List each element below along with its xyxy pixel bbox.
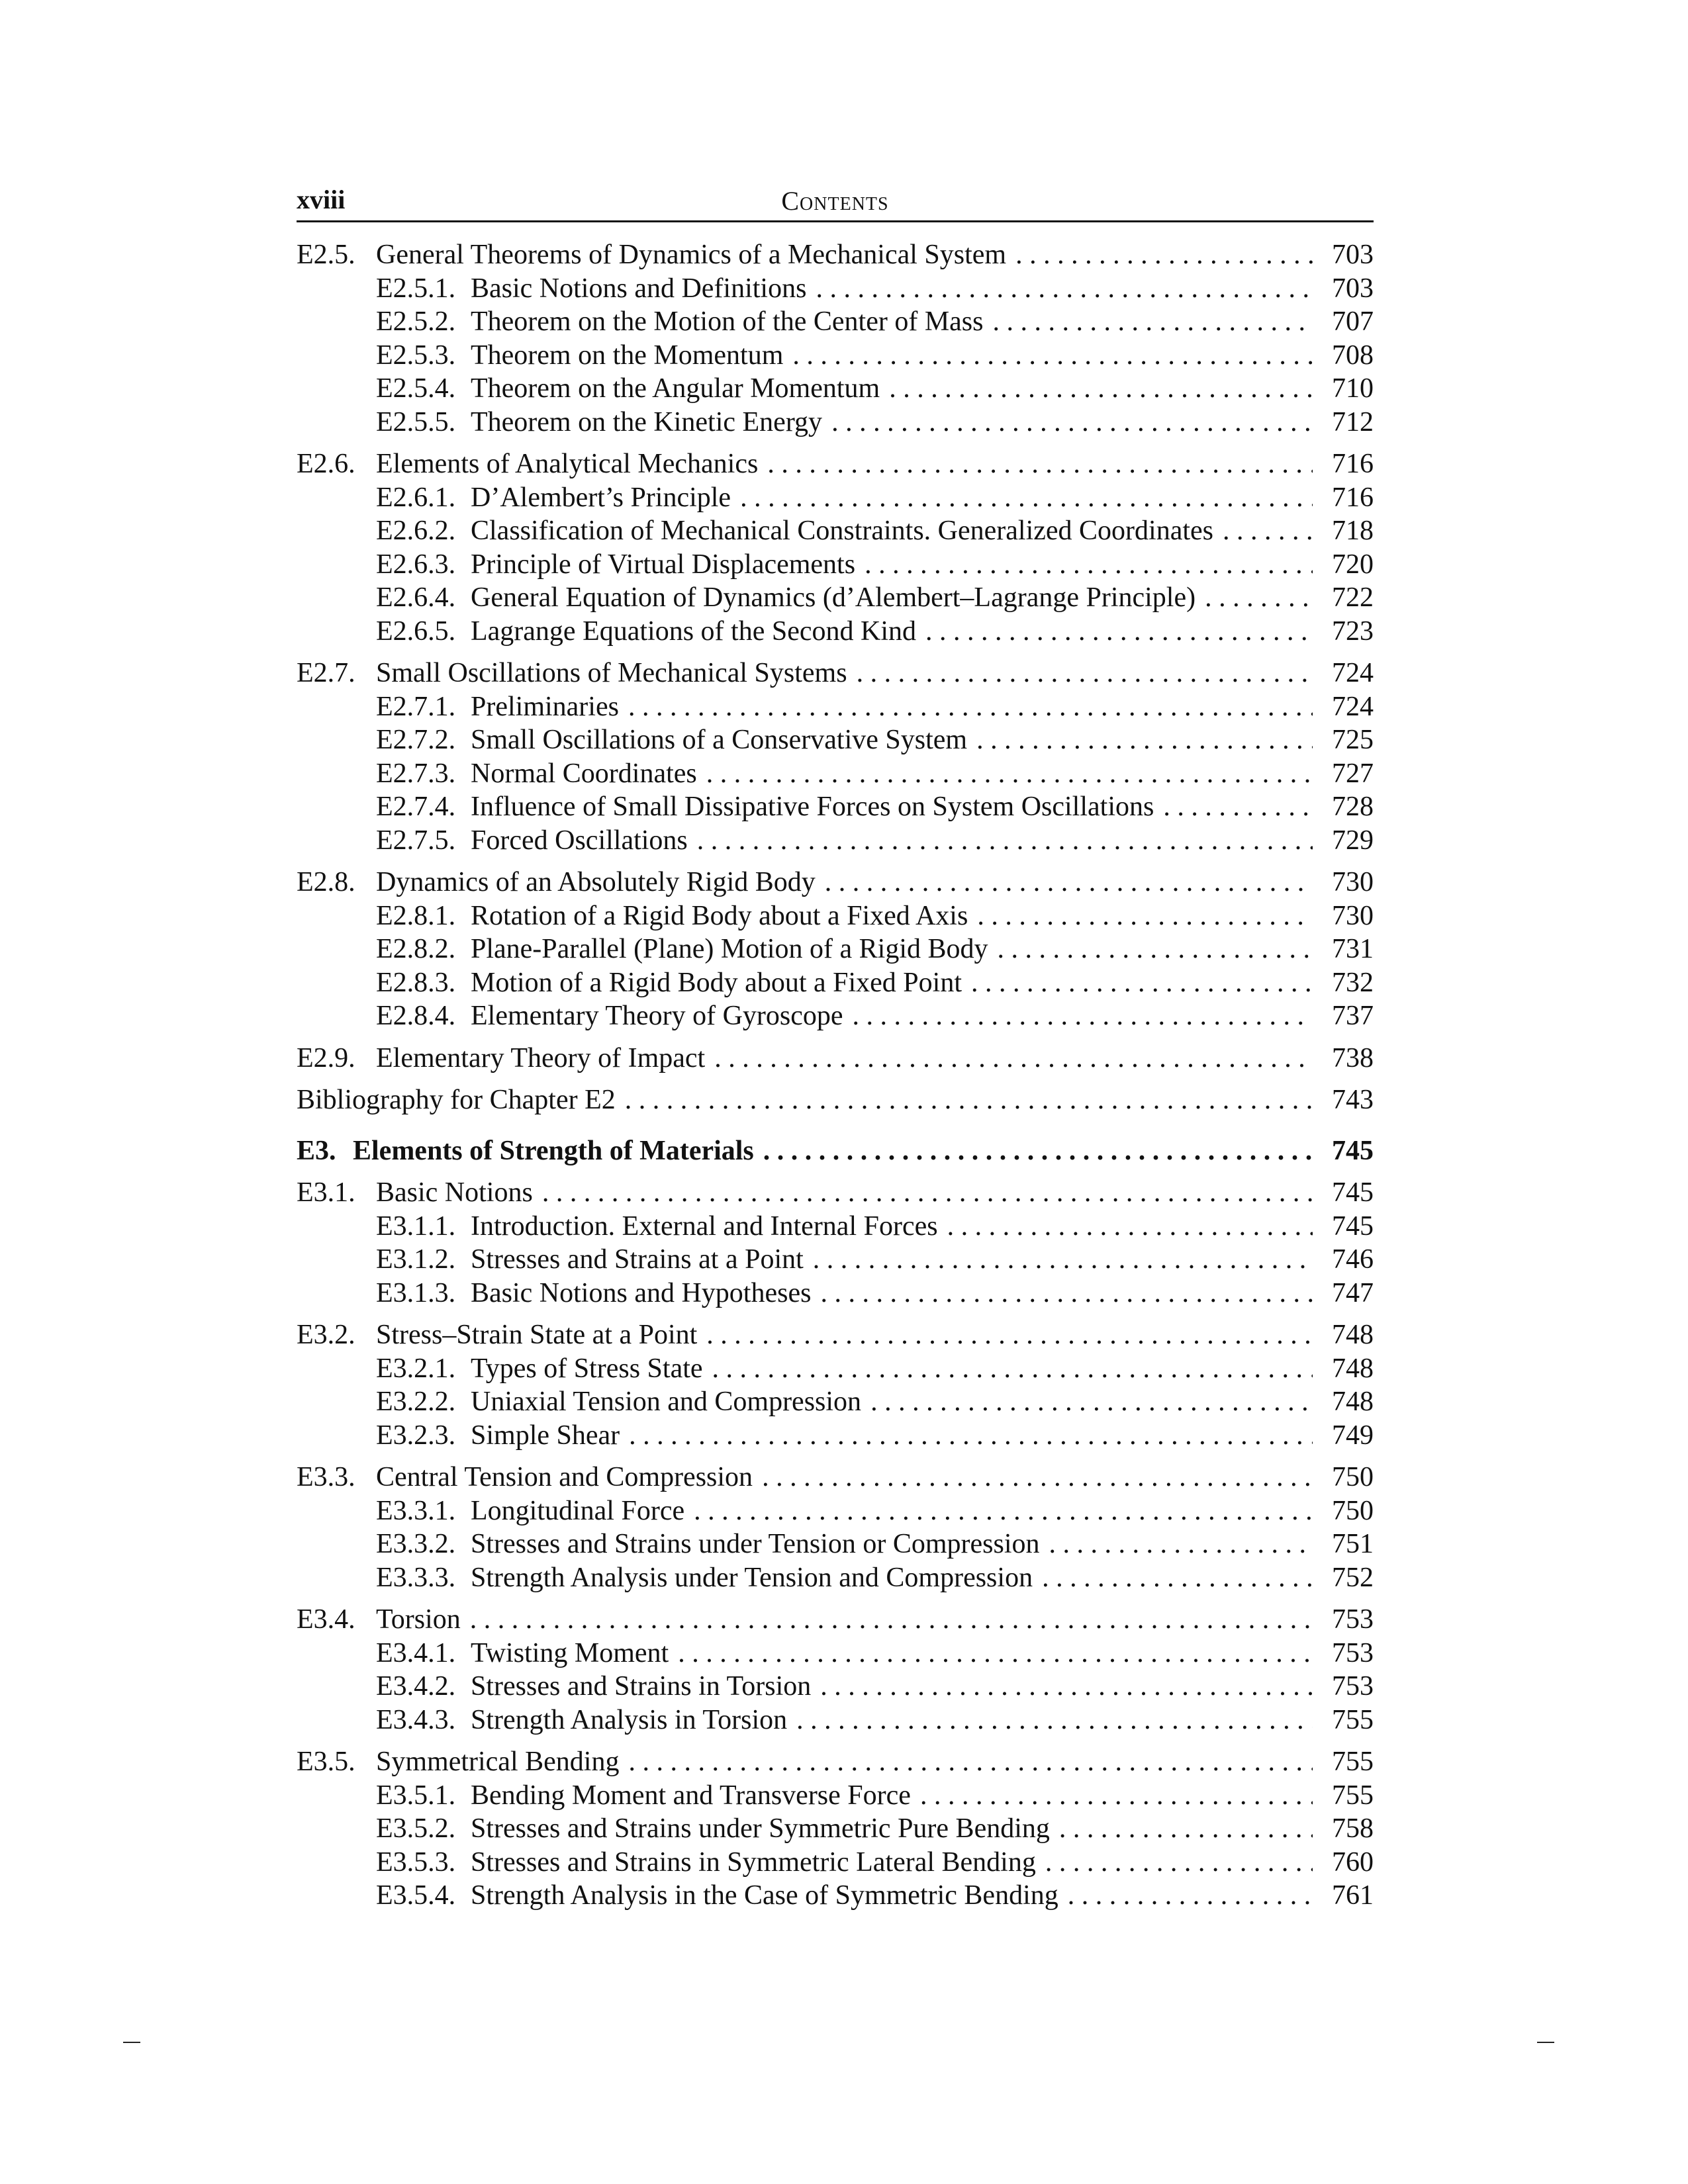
toc-entry-leader — [376, 238, 1313, 272]
dot-leader — [1015, 238, 1313, 272]
toc-entry-leader — [376, 1603, 1313, 1637]
toc-entry-page: 752 — [1332, 1562, 1374, 1593]
header-rule — [297, 220, 1374, 222]
toc-entry-title: Bending Moment and Transverse Force — [471, 1779, 920, 1813]
toc-entry-title: Basic Notions and Hypotheses — [471, 1277, 820, 1310]
toc-entry-leader — [376, 1042, 1313, 1075]
toc-entry-page: 758 — [1332, 1813, 1374, 1844]
toc-entry-leader — [471, 790, 1313, 824]
toc-entry-page: 748 — [1332, 1387, 1374, 1417]
dot-leader — [628, 1745, 1313, 1779]
toc-entry-page: 716 — [1332, 449, 1374, 479]
toc-entry-number: E2.5.1. — [376, 273, 456, 304]
toc-entry-leader — [471, 481, 1313, 515]
toc-entry-number: E2.7.5. — [376, 825, 456, 856]
page-header — [297, 184, 1374, 218]
toc-entry-number: E2.6.1. — [376, 482, 456, 513]
dot-leader — [816, 272, 1313, 306]
dot-leader — [1059, 1812, 1313, 1846]
toc-entry-leader — [471, 305, 1313, 339]
toc-entry-title: General Theorems of Dynamics of a Mechanical System — [376, 238, 1015, 272]
toc-entry-page: 710 — [1332, 373, 1374, 404]
dot-leader — [678, 1637, 1313, 1670]
toc-spacer — [297, 857, 1374, 866]
dot-leader — [714, 1042, 1313, 1075]
toc-entry-page: 745 — [1332, 1177, 1374, 1208]
toc-entry-number: E2.8.4. — [376, 1001, 456, 1031]
toc-entry-page: 751 — [1332, 1529, 1374, 1559]
toc-entry-leader — [471, 1637, 1313, 1670]
toc-entry-sub[interactable] — [297, 1846, 1374, 1880]
toc-entry-number: E2.8.1. — [376, 900, 456, 931]
toc-entry-page: 729 — [1332, 825, 1374, 856]
dot-leader — [792, 339, 1313, 373]
toc-entry-sub[interactable] — [297, 966, 1374, 1000]
toc-entry-leader — [471, 339, 1313, 373]
toc-entry-title: Stresses and Strains under Symmetric Pure Bending — [471, 1812, 1059, 1846]
toc-entry-sub[interactable] — [297, 1385, 1374, 1419]
toc-entry-leader — [376, 1318, 1313, 1352]
toc-entry-number: E3.5. — [297, 1747, 355, 1777]
toc-entry-sub[interactable] — [297, 1352, 1374, 1386]
dot-leader — [697, 824, 1313, 858]
toc-entry-leader — [376, 1461, 1313, 1494]
toc-entry-leader — [471, 1527, 1313, 1561]
toc-entry-number: E2.7. — [297, 658, 355, 688]
toc-entry-leader — [471, 1812, 1313, 1846]
toc-entry-sub[interactable] — [297, 1561, 1374, 1595]
toc-entry-sub[interactable] — [297, 1277, 1374, 1310]
toc-entry-number: E2.8.2. — [376, 934, 456, 964]
dot-leader — [813, 1243, 1313, 1277]
dot-leader — [706, 757, 1313, 791]
toc-entry-title: Theorem on the Kinetic Energy — [471, 406, 831, 439]
toc-entry-section[interactable] — [297, 238, 1374, 272]
toc-entry-plain[interactable] — [297, 1083, 1374, 1117]
toc-entry-section[interactable] — [297, 447, 1374, 481]
toc-entry-sub[interactable] — [297, 1494, 1374, 1528]
toc-entry-title: D’Alembert’s Principle — [471, 481, 740, 515]
toc-entry-sub[interactable] — [297, 690, 1374, 724]
toc-entry-title: Elements of Strength of Materials — [353, 1134, 763, 1168]
dot-leader — [857, 657, 1313, 690]
toc-spacer — [297, 1075, 1374, 1083]
toc-entry-sub[interactable] — [297, 514, 1374, 548]
toc-entry-leader — [471, 723, 1313, 757]
toc-entry-page: 712 — [1332, 406, 1374, 437]
toc-entry-page: 732 — [1332, 967, 1374, 998]
crop-mark-left — [123, 2042, 140, 2043]
toc-entry-title: Elementary Theory of Gyroscope — [471, 999, 853, 1033]
toc-entry-leader — [471, 999, 1313, 1033]
toc-entry-number: E3.5.2. — [376, 1813, 456, 1844]
toc-entry-title: Symmetrical Bending — [376, 1745, 628, 1779]
toc-spacer — [297, 439, 1374, 447]
toc-entry-page: 730 — [1332, 900, 1374, 931]
toc-entry-page: 749 — [1332, 1420, 1374, 1451]
toc-entry-number: E3.4.1. — [376, 1637, 456, 1668]
dot-leader — [977, 899, 1313, 933]
toc-entry-number: E3.1.1. — [376, 1210, 456, 1242]
toc-entry-title: Preliminaries — [471, 690, 628, 724]
toc-entry-number: E2.9. — [297, 1042, 355, 1073]
dot-leader — [1223, 514, 1313, 548]
toc-entry-leader — [471, 514, 1313, 548]
toc-entry-page: 746 — [1332, 1244, 1374, 1275]
toc-entry-leader — [471, 933, 1313, 966]
dot-leader — [712, 1352, 1313, 1386]
toc-entry-sub[interactable] — [297, 723, 1374, 757]
toc-entry-page: 748 — [1332, 1353, 1374, 1384]
toc-entry-number: E3.5.1. — [376, 1780, 456, 1811]
toc-entry-section[interactable] — [297, 1461, 1374, 1494]
toc-entry-page: 703 — [1332, 273, 1374, 304]
toc-entry-section[interactable] — [297, 1176, 1374, 1210]
toc-entry-sub[interactable] — [297, 581, 1374, 615]
toc-entry-number: E2.8.3. — [376, 967, 456, 998]
toc-entry-title: General Equation of Dynamics (d’Alembert–Lagrange Principle) — [471, 581, 1205, 615]
toc-entry-page: 761 — [1332, 1880, 1374, 1911]
toc-entry-number: E3.4.2. — [376, 1671, 456, 1702]
dot-leader — [971, 966, 1313, 1000]
toc-spacer — [297, 1117, 1374, 1134]
toc-entry-title: Dynamics of an Absolutely Rigid Body — [376, 866, 825, 899]
toc-entry-title: Lagrange Equations of the Second Kind — [471, 615, 925, 649]
toc-entry-leader — [471, 615, 1313, 649]
toc-entry-sub[interactable] — [297, 1210, 1374, 1244]
dot-leader — [1045, 1846, 1313, 1880]
toc-entry-title: Normal Coordinates — [471, 757, 706, 791]
toc-entry-number: E3. — [297, 1135, 336, 1166]
toc-entry-page: 760 — [1332, 1846, 1374, 1878]
toc-entry-title: Bibliography for Chapter E2 — [297, 1083, 625, 1117]
toc-entry-title: Strength Analysis in Torsion — [471, 1704, 796, 1737]
toc-entry-title: Theorem on the Momentum — [471, 339, 792, 373]
toc-entry-title: Stresses and Strains at a Point — [471, 1243, 813, 1277]
toc-entry-section[interactable] — [297, 1042, 1374, 1075]
toc-entry-page: 750 — [1332, 1495, 1374, 1526]
toc-entry-title: Influence of Small Dissipative Forces on System Oscillations — [471, 790, 1163, 824]
dot-leader — [889, 372, 1313, 406]
dot-leader — [542, 1176, 1313, 1210]
toc-spacer — [297, 648, 1374, 657]
dot-leader — [976, 723, 1313, 757]
toc-entry-leader — [471, 824, 1313, 858]
toc-entry-leader — [376, 1176, 1313, 1210]
toc-entry-title: Types of Stress State — [471, 1352, 712, 1386]
toc-entry-sub[interactable] — [297, 481, 1374, 515]
toc-entry-leader — [471, 1494, 1313, 1528]
dot-leader — [925, 615, 1313, 649]
toc-entry-leader — [471, 1243, 1313, 1277]
dot-leader — [628, 690, 1313, 724]
dot-leader — [763, 1134, 1313, 1168]
toc-entry-number: E3.3.3. — [376, 1562, 456, 1593]
toc-entry-title: Uniaxial Tension and Compression — [471, 1385, 870, 1419]
toc-entry-sub[interactable] — [297, 1812, 1374, 1846]
toc-entry-sub[interactable] — [297, 757, 1374, 791]
toc-entry-page: 707 — [1332, 306, 1374, 337]
toc-entry-number: E3.4. — [297, 1604, 355, 1635]
dot-leader — [865, 548, 1313, 582]
toc-entry-number: E2.7.4. — [376, 792, 456, 822]
running-title: Contents — [781, 186, 889, 216]
crop-mark-right — [1537, 2042, 1554, 2043]
toc-entry-number: E3.1.3. — [376, 1277, 456, 1308]
dot-leader — [998, 933, 1313, 966]
toc-entry-title: Introduction. External and Internal Forces — [471, 1210, 947, 1244]
dot-leader — [831, 406, 1313, 439]
toc-entry-number: E3.5.4. — [376, 1880, 456, 1911]
toc-entry-title: Stresses and Strains in Torsion — [471, 1670, 820, 1704]
toc-entry-leader — [471, 899, 1313, 933]
table-of-contents — [297, 238, 1374, 1913]
toc-spacer — [297, 1452, 1374, 1461]
toc-entry-page: 748 — [1332, 1320, 1374, 1350]
toc-entry-number: E2.7.3. — [376, 758, 456, 789]
toc-entry-page: 731 — [1332, 934, 1374, 964]
dot-leader — [820, 1277, 1313, 1310]
toc-entry-page: 755 — [1332, 1747, 1374, 1777]
dot-leader — [947, 1210, 1313, 1244]
toc-entry-sub[interactable] — [297, 339, 1374, 373]
toc-spacer — [297, 1167, 1374, 1176]
toc-entry-title: Plane-Parallel (Plane) Motion of a Rigid Body — [471, 933, 998, 966]
toc-entry-sub[interactable] — [297, 933, 1374, 966]
dot-leader — [1163, 790, 1313, 824]
toc-entry-leader — [376, 447, 1313, 481]
toc-entry-number: E2.6.5. — [376, 615, 456, 647]
dot-leader — [825, 866, 1313, 899]
toc-entry-sub[interactable] — [297, 272, 1374, 306]
toc-entry-sub[interactable] — [297, 406, 1374, 439]
toc-entry-section[interactable] — [297, 1745, 1374, 1779]
dot-leader — [767, 447, 1313, 481]
toc-entry-leader — [471, 1419, 1313, 1453]
toc-entry-number: E2.6.3. — [376, 549, 456, 580]
toc-entry-page: 755 — [1332, 1780, 1374, 1811]
toc-entry-leader — [471, 406, 1313, 439]
toc-entry-number: E2.5.5. — [376, 406, 456, 437]
toc-entry-sub[interactable] — [297, 824, 1374, 858]
toc-entry-sub[interactable] — [297, 1527, 1374, 1561]
toc-entry-number: E2.5.2. — [376, 306, 456, 337]
dot-leader — [920, 1779, 1313, 1813]
toc-entry-sub[interactable] — [297, 1879, 1374, 1913]
page-number: xviii — [297, 185, 346, 214]
toc-entry-number: E2.6.4. — [376, 582, 456, 613]
toc-spacer — [297, 1310, 1374, 1318]
toc-entry-title: Stress–Strain State at a Point — [376, 1318, 706, 1352]
toc-entry-title: Theorem on the Angular Momentum — [471, 372, 889, 406]
toc-entry-sub[interactable] — [297, 1779, 1374, 1813]
toc-entry-leader — [471, 1704, 1313, 1737]
toc-entry-page: 724 — [1332, 658, 1374, 688]
toc-entry-number: E3.3.1. — [376, 1495, 456, 1526]
toc-entry-title: Strength Analysis in the Case of Symmetric Bending — [471, 1879, 1068, 1913]
toc-entry-leader — [471, 372, 1313, 406]
toc-entry-number: E3.4.3. — [376, 1704, 456, 1735]
toc-entry-title: Strength Analysis under Tension and Compression — [471, 1561, 1042, 1595]
toc-entry-number: E2.5. — [297, 240, 355, 270]
toc-spacer — [297, 1033, 1374, 1042]
toc-entry-title: Small Oscillations of a Conservative System — [471, 723, 976, 757]
toc-entry-section[interactable] — [297, 866, 1374, 899]
toc-entry-page: 703 — [1332, 240, 1374, 270]
toc-entry-number: E3.1. — [297, 1177, 355, 1208]
toc-entry-leader — [471, 1670, 1313, 1704]
toc-entry-sub[interactable] — [297, 305, 1374, 339]
toc-entry-leader — [376, 1745, 1313, 1779]
toc-entry-title: Torsion — [376, 1603, 470, 1637]
toc-entry-page: 730 — [1332, 867, 1374, 897]
toc-entry-page: 745 — [1332, 1210, 1374, 1242]
toc-spacer — [297, 1594, 1374, 1603]
toc-entry-number: E2.7.2. — [376, 725, 456, 755]
toc-entry-title: Forced Oscillations — [471, 824, 697, 858]
toc-entry-title: Basic Notions and Definitions — [471, 272, 816, 306]
dot-leader — [740, 481, 1313, 515]
toc-entry-page: 728 — [1332, 792, 1374, 822]
toc-entry-leader — [471, 272, 1313, 306]
dot-leader — [694, 1494, 1313, 1528]
toc-entry-leader — [471, 966, 1313, 1000]
toc-entry-leader — [353, 1134, 1313, 1168]
dot-leader — [1205, 581, 1313, 615]
toc-entry-number: E3.2. — [297, 1320, 355, 1350]
toc-entry-leader — [376, 866, 1313, 899]
toc-entry-number: E3.5.3. — [376, 1846, 456, 1878]
toc-entry-title: Classification of Mechanical Constraints. Generalized Coordinates — [471, 514, 1223, 548]
toc-entry-page: 716 — [1332, 482, 1374, 513]
toc-entry-sub[interactable] — [297, 899, 1374, 933]
dot-leader — [870, 1385, 1313, 1419]
toc-entry-number: E3.2.2. — [376, 1387, 456, 1417]
toc-entry-number: E2.8. — [297, 867, 355, 897]
dot-leader — [853, 999, 1313, 1033]
dot-leader — [1068, 1879, 1313, 1913]
toc-entry-leader — [471, 1561, 1313, 1595]
toc-entry-page: 718 — [1332, 516, 1374, 546]
toc-entry-number: E2.5.4. — [376, 373, 456, 404]
toc-entry-title: Basic Notions — [376, 1176, 542, 1210]
dot-leader — [470, 1603, 1313, 1637]
toc-entry-page: 750 — [1332, 1462, 1374, 1492]
toc-entry-page: 753 — [1332, 1671, 1374, 1702]
toc-entry-page: 725 — [1332, 725, 1374, 755]
toc-entry-sub[interactable] — [297, 615, 1374, 649]
toc-entry-sub[interactable] — [297, 1243, 1374, 1277]
toc-entry-page: 747 — [1332, 1277, 1374, 1308]
toc-entry-sub[interactable] — [297, 548, 1374, 582]
toc-entry-leader — [471, 1352, 1313, 1386]
toc-entry-page: 745 — [1332, 1135, 1374, 1166]
toc-entry-page: 743 — [1332, 1085, 1374, 1115]
toc-entry-leader — [471, 1779, 1313, 1813]
toc-entry-title: Rotation of a Rigid Body about a Fixed Axis — [471, 899, 977, 933]
toc-entry-leader — [471, 1879, 1313, 1913]
dot-leader — [625, 1083, 1313, 1117]
toc-entry-number: E3.3.2. — [376, 1529, 456, 1559]
toc-entry-leader — [376, 657, 1313, 690]
toc-entry-leader — [471, 1385, 1313, 1419]
toc-entry-number: E2.5.3. — [376, 340, 456, 371]
toc-entry-sub[interactable] — [297, 372, 1374, 406]
dot-leader — [629, 1419, 1313, 1453]
toc-entry-title: Elements of Analytical Mechanics — [376, 447, 767, 481]
dot-leader — [1049, 1527, 1313, 1561]
toc-entry-title: Elementary Theory of Impact — [376, 1042, 714, 1075]
toc-entry-section[interactable] — [297, 1318, 1374, 1352]
toc-entry-number: E2.6. — [297, 449, 355, 479]
toc-entry-section[interactable] — [297, 1603, 1374, 1637]
toc-entry-sub[interactable] — [297, 1637, 1374, 1670]
toc-entry-page: 755 — [1332, 1704, 1374, 1735]
toc-entry-leader — [471, 757, 1313, 791]
toc-entry-sub[interactable] — [297, 790, 1374, 824]
toc-entry-page: 708 — [1332, 340, 1374, 371]
toc-entry-page: 737 — [1332, 1001, 1374, 1031]
toc-entry-page: 722 — [1332, 582, 1374, 613]
dot-leader — [820, 1670, 1313, 1704]
toc-entry-page: 727 — [1332, 758, 1374, 789]
toc-entry-title: Longitudinal Force — [471, 1494, 694, 1528]
toc-entry-page: 724 — [1332, 691, 1374, 722]
toc-entry-page: 738 — [1332, 1042, 1374, 1073]
toc-entry-chapter[interactable] — [297, 1134, 1374, 1168]
toc-entry-page: 753 — [1332, 1637, 1374, 1668]
dot-leader — [796, 1704, 1313, 1737]
toc-entry-page: 753 — [1332, 1604, 1374, 1635]
toc-entry-title: Stresses and Strains in Symmetric Lateral Bending — [471, 1846, 1045, 1880]
toc-spacer — [297, 1737, 1374, 1745]
toc-entry-leader — [471, 690, 1313, 724]
toc-entry-number: E3.2.3. — [376, 1420, 456, 1451]
toc-entry-sub[interactable] — [297, 1670, 1374, 1704]
toc-entry-title: Simple Shear — [471, 1419, 629, 1453]
toc-entry-title: Small Oscillations of Mechanical Systems — [376, 657, 857, 690]
toc-entry-number: E3.3. — [297, 1462, 355, 1492]
toc-entry-sub[interactable] — [297, 999, 1374, 1033]
toc-entry-number: E2.7.1. — [376, 691, 456, 722]
toc-entry-title: Central Tension and Compression — [376, 1461, 762, 1494]
toc-entry-number: E2.6.2. — [376, 516, 456, 546]
dot-leader — [706, 1318, 1313, 1352]
toc-entry-sub[interactable] — [297, 1704, 1374, 1737]
toc-entry-leader — [471, 1277, 1313, 1310]
toc-entry-leader — [297, 1083, 1313, 1117]
toc-entry-leader — [471, 1210, 1313, 1244]
toc-entry-number: E3.2.1. — [376, 1353, 456, 1384]
toc-entry-title: Principle of Virtual Displacements — [471, 548, 865, 582]
toc-entry-page: 723 — [1332, 615, 1374, 647]
dot-leader — [993, 305, 1313, 339]
toc-entry-title: Motion of a Rigid Body about a Fixed Point — [471, 966, 971, 1000]
toc-entry-leader — [471, 548, 1313, 582]
toc-entry-section[interactable] — [297, 657, 1374, 690]
toc-entry-leader — [471, 1846, 1313, 1880]
toc-entry-title: Theorem on the Motion of the Center of Mass — [471, 305, 993, 339]
toc-entry-title: Stresses and Strains under Tension or Compression — [471, 1527, 1049, 1561]
dot-leader — [762, 1461, 1313, 1494]
dot-leader — [1042, 1561, 1313, 1595]
toc-entry-number: E3.1.2. — [376, 1244, 456, 1275]
toc-entry-sub[interactable] — [297, 1419, 1374, 1453]
toc-entry-title: Twisting Moment — [471, 1637, 678, 1670]
toc-entry-page: 720 — [1332, 549, 1374, 580]
toc-entry-leader — [471, 581, 1313, 615]
